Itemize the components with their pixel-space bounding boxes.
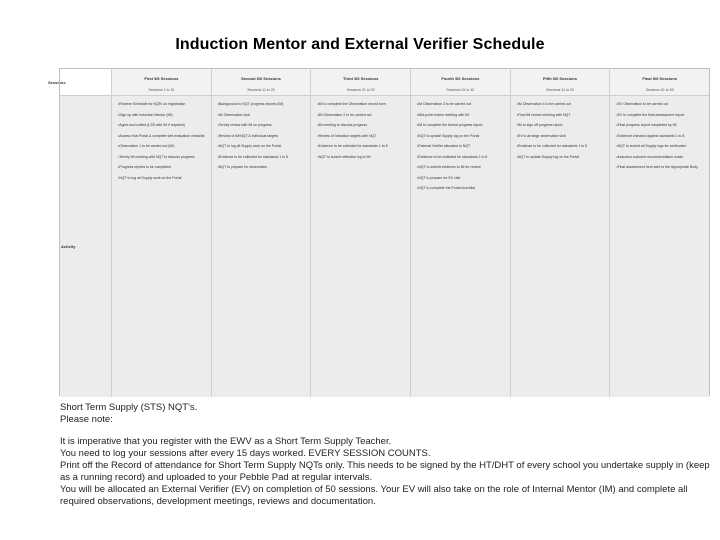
column-header (310, 69, 410, 95)
activity-item: • Agree and collect (LSS with IM if required) (118, 123, 205, 129)
activity-item: • NQT to log all Supply work on the Portal (218, 144, 305, 150)
activity-item: • Observation 1 to be carried out (IM) (118, 144, 205, 150)
column-header-label: Final 5/6 Sessions (642, 76, 677, 81)
activity-item: • EV to complete the final assessment report (616, 113, 703, 119)
column-header (510, 69, 610, 95)
column-activities (410, 95, 510, 397)
activity-item: • NQT to log all Supply work on the Portal (118, 176, 205, 182)
column-header-sessions: Sessions 21 to 30 (346, 88, 375, 92)
schedule-table (59, 68, 710, 396)
activity-item: • NQT to submit evidence to IM for review (417, 165, 504, 171)
notes-subheading: Please note: (60, 414, 113, 425)
column-activities (609, 95, 709, 397)
activity-item: • Sign up with Induction Mentor (IM) (118, 113, 205, 119)
column-header (410, 69, 510, 95)
activity-item: • Final progress report completed by IM (616, 123, 703, 129)
activity-item: • Evidence to be collected for standards 1 to 8 (517, 144, 604, 150)
activity-item: • IM Observation 2 to be carried out (317, 113, 404, 119)
activity-item: • IM meeting to discuss progress (317, 123, 404, 129)
column-header (211, 69, 311, 95)
column-header-label: First 5/6 Sessions (144, 76, 179, 81)
activity-item: • EV to arrange observation visit (517, 134, 604, 140)
activity-item: • External Verifier allocated to NQT (417, 144, 504, 150)
activity-item: • NQT to prepare for EV visit (417, 176, 504, 182)
activity-item: • Evidence checked against standards 1 to 8 (616, 134, 703, 140)
column-activities (111, 95, 211, 397)
column-header (111, 69, 211, 95)
notes-paragraph: Print off the Record of attendance for Short Term Supply NQTs only. This needs to be signed by the HT/DHT of every school you undertake supply in (keep as a running record) and uploaded to your Pebble Pad at regular intervals. (60, 460, 710, 483)
activity-item: • Background to NQT progress reports (IM) (218, 102, 305, 108)
column-header-sessions: Sessions 11 to 20 (247, 88, 275, 92)
activity-item: • Evidence to be collected for standards 1 to 8 (417, 155, 504, 161)
activity-item: • NQT to submit all Supply logs for verification (616, 144, 703, 150)
column-header-sessions: Sessions 1 to 10 (148, 88, 175, 92)
activity-item: • IM Observation 4 to be carried out (517, 102, 604, 108)
notes-section (60, 402, 710, 508)
activity-item: • IM Observation visit (218, 113, 305, 119)
notes-paragraph: You will be allocated an External Verifier (EV) on completion of 50 sessions. Your EV will also take on the role of Internal Mentor (IM) and complete all required observations, development meetings, reviews and documentation. (60, 484, 688, 507)
notes-paragraph: It is imperative that you register with the EWV as a Short Term Supply Teacher. (60, 436, 392, 447)
activity-item: • NQT to submit reflective log to IM (317, 155, 404, 161)
column-header-label: Fifth 5/6 Sessions (542, 76, 577, 81)
activity-item: • Mid-point review meeting with IM (417, 113, 504, 119)
column-header (609, 69, 709, 95)
activity-item: • Review of Induction targets with NQT (317, 134, 404, 140)
activity-item: • NQT to complete the Portal checklist (417, 186, 504, 192)
activity-item: • Induction outcome recommendation made (616, 155, 703, 161)
column-header-sessions: Sessions 41 to 50 (546, 88, 574, 92)
activity-item: • Final assessment form sent to the Appropriate Body (616, 165, 703, 171)
activity-item: • IM to complete the formal progress report (417, 123, 504, 129)
notes-heading: Short Term Supply (STS) NQT's. (60, 402, 198, 413)
activity-item: • NQT to update Supply log on the Portal (517, 155, 604, 161)
column-activities (310, 95, 410, 397)
column-header-sessions: Sessions 31 to 40 (446, 88, 475, 92)
notes-paragraph: You need to log your sessions after every 15 days worked. EVERY SESSION COUNTS. (60, 448, 431, 459)
activity-item: • NQT to prepare for observation (218, 165, 305, 171)
column-header-label: Third 5/6 Sessions (342, 76, 379, 81)
activity-item: • Final IM review meeting with NQT (517, 113, 604, 119)
activity-item: • Evidence to be collected for standards 1 to 8 (317, 144, 404, 150)
activity-item: • Review of IM/NQT & individual targets (218, 134, 305, 140)
column-header-sessions: Sessions 51 to 55 (645, 88, 674, 92)
page-title: Induction Mentor and External Verifier Schedule (175, 36, 545, 53)
activity-item: • Termly review with IM on progress (218, 123, 305, 129)
column-header-label: Fourth 5/6 Sessions (441, 76, 480, 81)
activity-item: • Evidence to be collected for standards 1 to 8 (218, 155, 305, 161)
row-label-activity: Activity (61, 244, 76, 249)
column-header-label: Second 5/6 Sessions (241, 76, 281, 81)
activity-item: • IM Observation 3 to be carried out (417, 102, 504, 108)
row-label-sessions: Sessions (48, 80, 66, 85)
activity-item: • Progress reports to be completed (118, 165, 205, 171)
activity-item: • EV Observation to be carried out (616, 102, 703, 108)
activity-item: • Termly IM meeting with NQT to discuss progress (118, 155, 205, 161)
activity-item: • IM to complete the Observation record form (317, 102, 404, 108)
column-activities (211, 95, 311, 397)
activity-item: • Receive Schedule for NQTs on registration (118, 102, 205, 108)
column-activities (510, 95, 610, 397)
activity-item: • NQT to update Supply log on the Portal (417, 134, 504, 140)
activity-item: • Access Hub Portal & complete self-evaluation checklist (118, 134, 205, 140)
activity-item: • IM to sign off progress report (517, 123, 604, 129)
